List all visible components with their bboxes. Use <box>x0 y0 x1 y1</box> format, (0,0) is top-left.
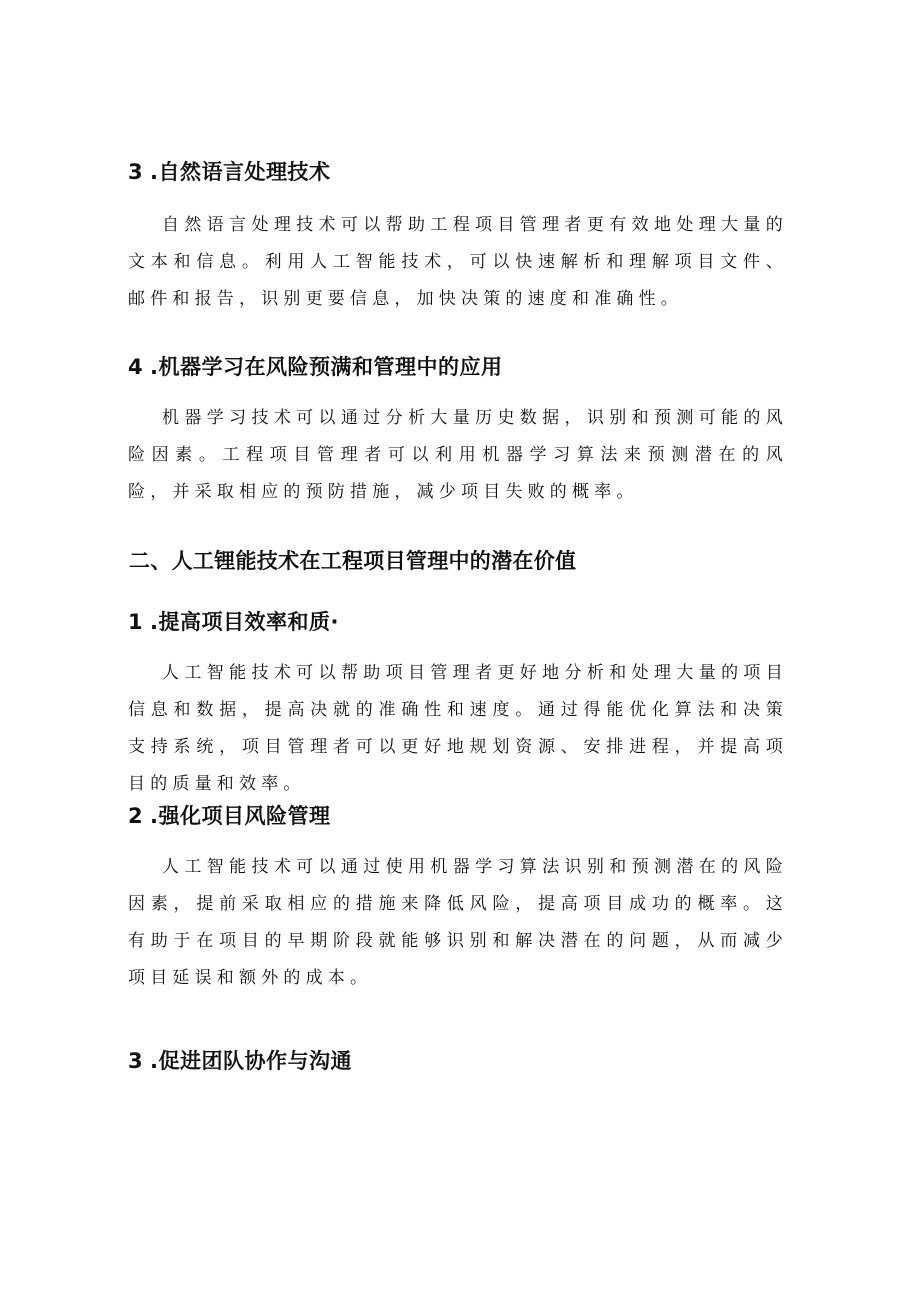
subheading-title: .强化项目风险管理 <box>150 804 331 828</box>
subheading-number: 3 <box>128 1049 144 1073</box>
subheading-risk-management <box>128 801 330 831</box>
subheading-ml-risk <box>128 352 502 382</box>
subheading-number: 1 <box>128 610 144 634</box>
section-heading-value: 二、人工锂能技术在工程项目管理中的潜在价值 <box>129 549 577 573</box>
subheading-title: .自然语言处理技术 <box>150 160 331 184</box>
paragraph-risk-management: 人工智能技术可以通过使用机器学习算法识别和预测潜在的风险因素，提前采取相应的措施来降低风险，提高项目成功的概率。这有助于在项目的早期阶段就能够识别和解决潜在的问题，从而减少项目延误和额外的成本。 <box>128 857 788 988</box>
subheading-title: .促进团队协作与沟通 <box>150 1049 352 1073</box>
paragraph-ml-risk: 机器学习技术可以通过分析大量历史数据，识别和预测可能的风险因素。工程项目管理者可以利用机器学习算法来预测潜在的风险，并采取相应的预防措施，减少项目失败的概率。 <box>128 408 788 502</box>
subheading-collaboration <box>128 1046 352 1076</box>
paragraph-nlp: 自然语言处理技术可以帮助工程项目管理者更有效地处理大量的文本和信息。利用人工智能技术，可以快速解析和理解项目文件、邮件和报告，识别更要信息，加快决策的速度和准确性。 <box>128 215 788 309</box>
subheading-number: 2 <box>128 804 144 828</box>
subheading-number: 3 <box>128 160 144 184</box>
paragraph-efficiency: 人工智能技术可以帮助项目管理者更好地分析和处理大量的项目信息和数据，提高决就的准确性和速度。通过得能优化算法和决策支持系统，项目管理者可以更好地规划资源、安排进程，并提高项目的质量和效率。 <box>128 663 788 794</box>
subheading-nlp <box>128 157 330 187</box>
subheading-efficiency <box>128 607 339 637</box>
subheading-title: .提高项目效率和质· <box>150 610 339 634</box>
subheading-number: 4 <box>128 355 144 379</box>
subheading-title: .机器学习在风险预满和管理中的应用 <box>150 355 503 379</box>
